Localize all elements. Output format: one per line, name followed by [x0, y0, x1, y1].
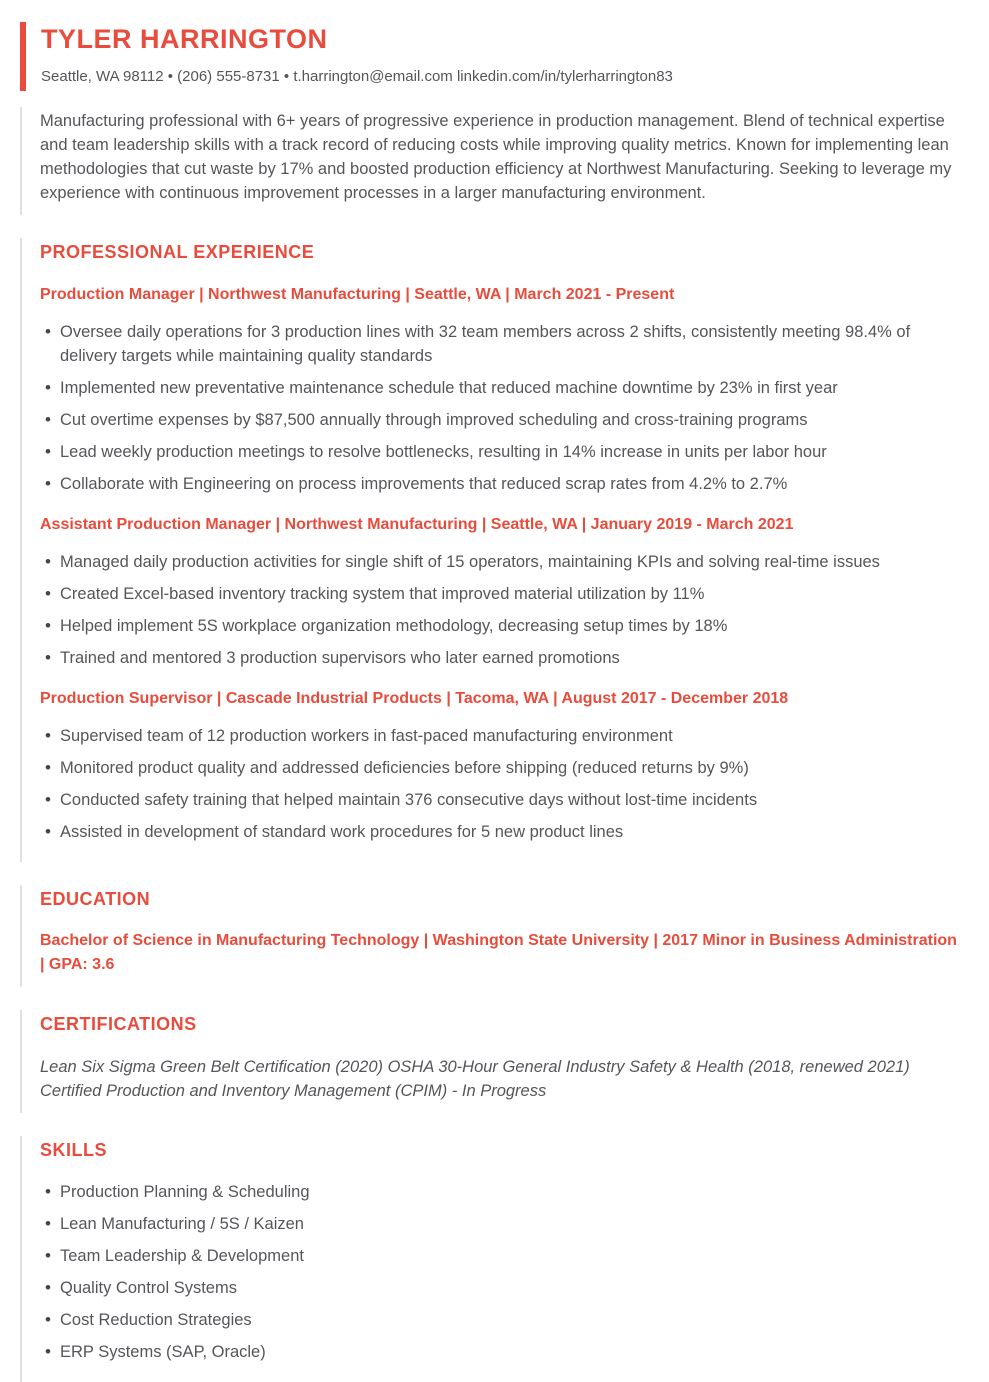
job-entry	[40, 687, 959, 844]
job-bullet: • Managed daily production activities for single shift of 15 operators, maintaining KPIs and solving real-time issues	[40, 550, 959, 574]
job-bullet: • Lead weekly production meetings to resolve bottlenecks, resulting in 14% increase in units per labor hour	[40, 440, 959, 464]
contact-line: Seattle, WA 98112 • (206) 555-8731 • t.harrington@email.com linkedin.com/in/tylerharrington83	[41, 68, 673, 86]
job-bullet-list	[40, 550, 959, 670]
experience-section	[20, 238, 989, 862]
job-bullet-list	[40, 724, 959, 844]
certifications-section	[20, 1010, 989, 1113]
job-bullet: • Conducted safety training that helped maintain 376 consecutive days without lost-time incidents	[40, 788, 959, 812]
skills-heading: SKILLS	[40, 1139, 108, 1160]
degree-line: Bachelor of Science in Manufacturing Technology | Washington State University | 2017 Minor in Business Administration | GPA: 3.6	[40, 932, 957, 974]
skills-list	[40, 1180, 959, 1364]
experience-heading: PROFESSIONAL EXPERIENCE	[40, 242, 315, 263]
resume-header	[20, 22, 989, 91]
job-bullet: • Monitored product quality and addressed deficiencies before shipping (reduced returns by 9%)	[40, 756, 959, 780]
job-bullet: • Oversee daily operations for 3 production lines with 32 team members across 2 shifts, consistently meeting 98.4% of delivery targets while maintaining quality standards	[40, 320, 959, 368]
job-bullet: • Trained and mentored 3 production supervisors who later earned promotions	[40, 646, 959, 670]
summary-section	[20, 107, 989, 215]
skill-item: • Lean Manufacturing / 5S / Kaizen	[40, 1212, 959, 1236]
skills-section	[20, 1136, 989, 1382]
certifications-heading: CERTIFICATIONS	[40, 1014, 197, 1035]
job-title: Production Manager | Northwest Manufacturing | Seattle, WA | March 2021 - Present	[40, 285, 675, 303]
education-section	[20, 885, 989, 988]
skill-item: • Quality Control Systems	[40, 1276, 959, 1300]
summary-text: Manufacturing professional with 6+ years of progressive experience in production management. Blend of technical expertise and team leadership skills with a track record of reducing costs while improving quality metrics. Known for implementing lean methodologies that cut waste by 17% and boosted production efficiency at Northwest Manufacturing. Seeking to leverage my experience with continuous improvement processes in a larger manufacturing environment.	[40, 112, 952, 203]
job-entry	[40, 513, 959, 670]
job-bullet: • Implemented new preventative maintenance schedule that reduced machine downtime by 23% in first year	[40, 376, 959, 400]
job-bullet: • Helped implement 5S workplace organization methodology, decreasing setup times by 18%	[40, 614, 959, 638]
job-entry	[40, 283, 959, 496]
education-heading: EDUCATION	[40, 888, 151, 909]
skill-item: • ERP Systems (SAP, Oracle)	[40, 1340, 959, 1364]
job-bullet: • Assisted in development of standard work procedures for 5 new product lines	[40, 820, 959, 844]
job-bullet: • Cut overtime expenses by $87,500 annually through improved scheduling and cross-training programs	[40, 408, 959, 432]
job-title: Assistant Production Manager | Northwest Manufacturing | Seattle, WA | January 2019 - March 2021	[40, 515, 794, 533]
job-bullet-list	[40, 320, 959, 496]
job-title: Production Supervisor | Cascade Industrial Products | Tacoma, WA | August 2017 - December 2018	[40, 689, 789, 707]
job-bullet: • Collaborate with Engineering on process improvements that reduced scrap rates from 4.2% to 2.7%	[40, 472, 959, 496]
job-bullet: • Created Excel-based inventory tracking system that improved material utilization by 11%	[40, 582, 959, 606]
certifications-text: Lean Six Sigma Green Belt Certification (2020) OSHA 30-Hour General Industry Safety & Health (2018, renewed 2021) Certified Production and Inventory Management (CPIM) - In Progress	[40, 1057, 910, 1100]
skill-item: • Production Planning & Scheduling	[40, 1180, 959, 1204]
skill-item: • Cost Reduction Strategies	[40, 1308, 959, 1332]
skill-item: • Team Leadership & Development	[40, 1244, 959, 1268]
candidate-name: TYLER HARRINGTON	[41, 24, 328, 54]
job-bullet: • Supervised team of 12 production workers in fast-paced manufacturing environment	[40, 724, 959, 748]
